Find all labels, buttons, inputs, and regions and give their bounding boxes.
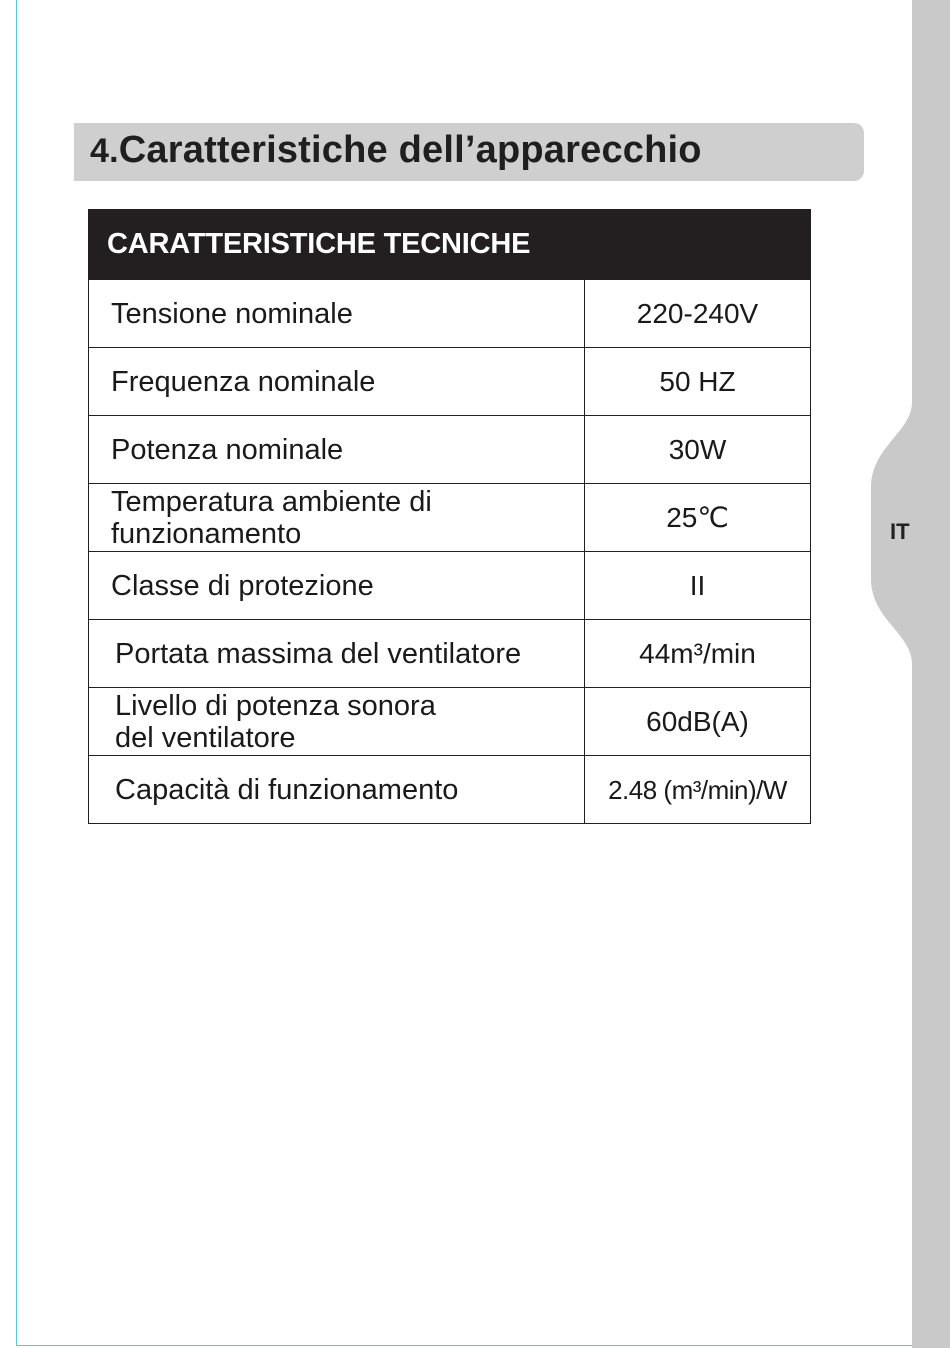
language-label: IT xyxy=(890,519,910,544)
table-row xyxy=(89,756,811,824)
spec-value: 44m³/min xyxy=(585,620,811,688)
specifications-table xyxy=(88,209,811,824)
spec-label: Portata massima del ventilatore xyxy=(89,620,585,688)
table-row xyxy=(89,348,811,416)
side-strip xyxy=(912,0,950,1348)
table-row xyxy=(89,280,811,348)
table-row xyxy=(89,484,811,552)
spec-value: 60dB(A) xyxy=(585,688,811,756)
spec-label: Temperatura ambiente di funzionamento xyxy=(89,484,585,552)
section-title xyxy=(90,129,702,172)
spec-label: Potenza nominale xyxy=(89,416,585,484)
table-header-row xyxy=(89,210,811,280)
spec-label: Classe di protezione xyxy=(89,552,585,620)
section-number: 4. xyxy=(90,132,119,170)
section-header xyxy=(74,123,864,181)
spec-value: 220-240V xyxy=(585,280,811,348)
spec-label: Capacità di funzionamento xyxy=(89,756,585,824)
table-row xyxy=(89,552,811,620)
spec-value: 50 HZ xyxy=(585,348,811,416)
spec-value: 25℃ xyxy=(585,484,811,552)
spec-value: 2.48 (m³/min)/W xyxy=(585,756,811,824)
spec-value: II xyxy=(585,552,811,620)
spec-value: 30W xyxy=(585,416,811,484)
spec-label: Frequenza nominale xyxy=(89,348,585,416)
table-row xyxy=(89,688,811,756)
table-row xyxy=(89,416,811,484)
section-title-text: Caratteristiche dell’apparecchio xyxy=(118,129,702,171)
spec-label: Tensione nominale xyxy=(89,280,585,348)
table-row xyxy=(89,620,811,688)
spec-label: Livello di potenza sonora del ventilatore xyxy=(89,688,585,756)
table-header: CARATTERISTICHE TECNICHE xyxy=(89,210,811,280)
